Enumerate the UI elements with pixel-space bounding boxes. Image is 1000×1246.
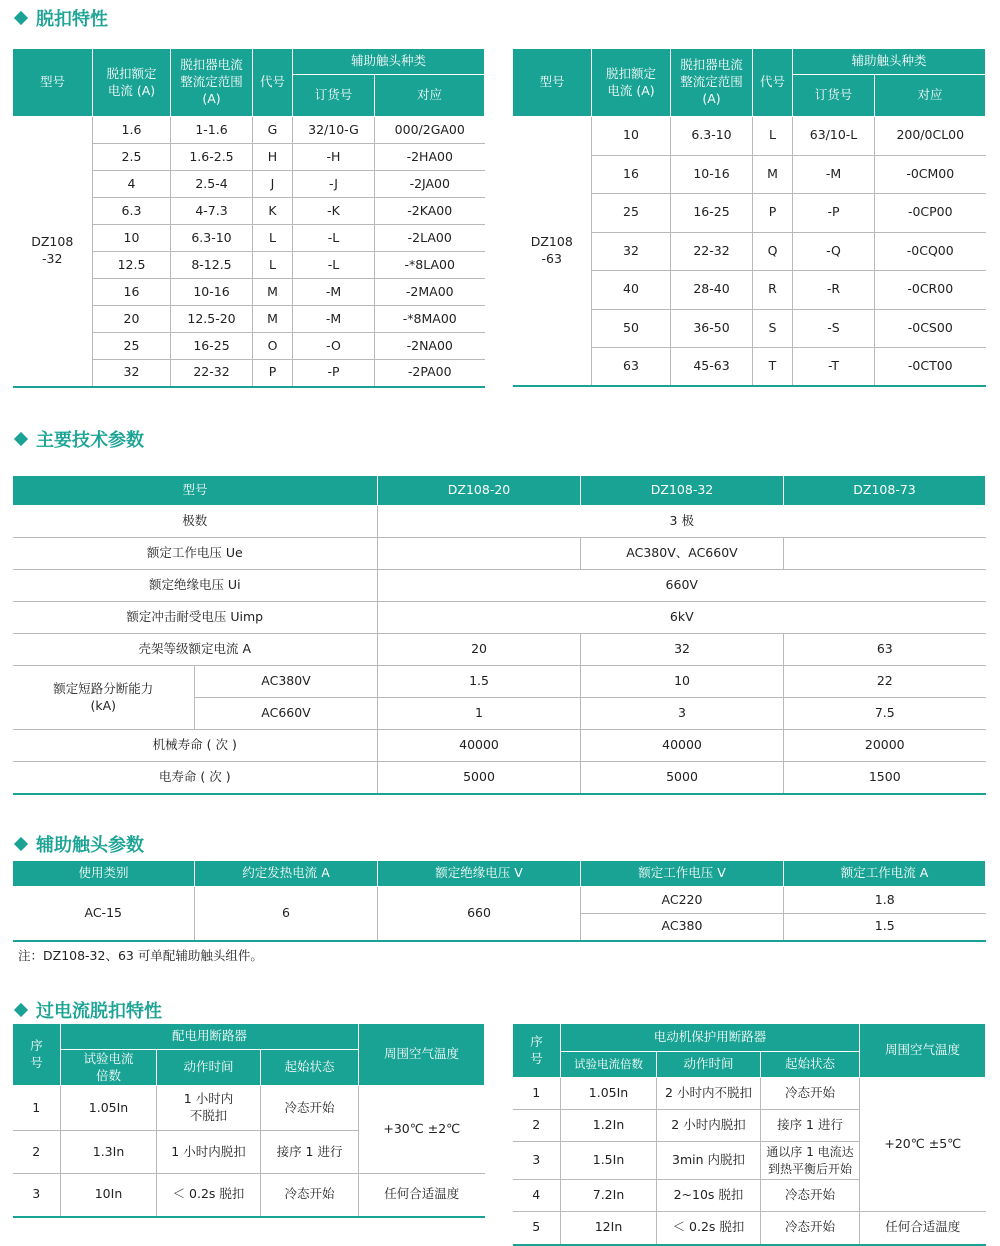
order-no-cell: -M [293, 306, 375, 333]
code-cell: L [253, 252, 293, 279]
elec-life-value: 5000 [581, 762, 784, 794]
header-group: 配电用断路器 [61, 1024, 359, 1050]
header-model: 型号 [13, 49, 93, 117]
test-current-cell: 1.5In [561, 1142, 657, 1180]
uimp-label: 额定冲击耐受电压 Uimp [13, 602, 378, 634]
order-no-cell: -O [293, 333, 375, 360]
correspond-cell: -0CS00 [875, 309, 986, 348]
release-right-body [513, 117, 986, 387]
rated-current-cell: 4 [93, 171, 171, 198]
current-range-cell: 4-7.3 [171, 198, 253, 225]
current-range-cell: 10-16 [171, 279, 253, 306]
header-initial-state: 起始状态 [261, 1050, 359, 1086]
code-cell: J [253, 171, 293, 198]
order-no-cell: -K [293, 198, 375, 225]
table-row [13, 634, 986, 666]
correspond-cell: -2MA00 [375, 279, 485, 306]
current-range-cell: 8-12.5 [171, 252, 253, 279]
current-range-cell: 10-16 [671, 155, 753, 194]
rated-current-cell: 6.3 [93, 198, 171, 225]
ue-dz108-20 [378, 538, 581, 570]
overcurrent-distribution-table [12, 1023, 485, 1218]
sc-value: 3 [581, 698, 784, 730]
diamond-icon [14, 1003, 28, 1017]
correspond-cell: -*8MA00 [375, 306, 485, 333]
tech-header-dz108-73: DZ108-73 [784, 476, 986, 506]
model-cell: DZ108 -63 [513, 117, 592, 387]
correspond-cell: -2KA00 [375, 198, 485, 225]
frame-value: 32 [581, 634, 784, 666]
header-seq: 序号 [513, 1024, 561, 1078]
initial-state-cell: 冷态开始 [761, 1212, 860, 1245]
rated-current-cell: 25 [93, 333, 171, 360]
table-row [513, 117, 986, 156]
rated-current-cell: 10 [592, 117, 671, 156]
correspond-cell: -0CM00 [875, 155, 986, 194]
order-no-cell: -J [293, 171, 375, 198]
uimp-value: 6kV [378, 602, 986, 634]
release-left-body [13, 117, 485, 387]
ui-value: 660V [378, 570, 986, 602]
code-cell: M [253, 306, 293, 333]
seq-cell: 1 [513, 1078, 561, 1110]
header-order-no: 订货号 [793, 75, 875, 117]
code-cell: H [253, 144, 293, 171]
correspond-cell: 200/0CL00 [875, 117, 986, 156]
header-seq: 序号 [13, 1024, 61, 1086]
header-order-no: 订货号 [293, 75, 375, 117]
header-code: 代号 [253, 49, 293, 117]
table-row [13, 538, 986, 570]
code-cell: R [753, 271, 793, 310]
test-current-cell: 12In [561, 1212, 657, 1245]
mech-life-value: 40000 [581, 730, 784, 762]
code-cell: G [253, 117, 293, 144]
header-rated-current: 脱扣额定电流 (A) [93, 49, 171, 117]
table-row [13, 730, 986, 762]
current-range-cell: 1-1.6 [171, 117, 253, 144]
order-no-cell: -P [793, 194, 875, 233]
sc-voltage: AC660V [195, 698, 378, 730]
initial-state-cell: 通以序 1 电流达到热平衡后开始 [761, 1142, 860, 1180]
table-row [13, 570, 986, 602]
order-no-cell: 32/10-G [293, 117, 375, 144]
section-title-aux: 辅助触头参数 [12, 831, 144, 857]
table-row [13, 1174, 485, 1217]
aux-header-ith: 约定发热电流 A [195, 861, 378, 887]
section-title-release: 脱扣特性 [12, 5, 108, 31]
current-range-cell: 16-25 [171, 333, 253, 360]
diamond-icon [14, 837, 28, 851]
tech-params-table [12, 475, 986, 795]
code-cell: S [753, 309, 793, 348]
current-range-cell: 6.3-10 [171, 225, 253, 252]
sc-value: 1.5 [378, 666, 581, 698]
initial-state-cell: 冷态开始 [261, 1086, 359, 1131]
aux-contact-table [12, 860, 986, 942]
table-row [13, 1086, 485, 1131]
aux-header-ui: 额定绝缘电压 V [378, 861, 581, 887]
seq-cell: 4 [513, 1180, 561, 1212]
mech-life-value: 40000 [378, 730, 581, 762]
action-time-cell: 3min 内脱扣 [657, 1142, 761, 1180]
sc-value: 7.5 [784, 698, 986, 730]
order-no-cell: -H [293, 144, 375, 171]
release-table-63 [512, 48, 986, 387]
aux-ie: 1.8 [784, 887, 986, 914]
rated-current-cell: 12.5 [93, 252, 171, 279]
initial-state-cell: 冷态开始 [261, 1174, 359, 1217]
correspond-cell: -2PA00 [375, 360, 485, 387]
header-rated-current: 脱扣额定电流 (A) [592, 49, 671, 117]
correspond-cell: -2NA00 [375, 333, 485, 360]
header-aux-contact-type: 辅助触头种类 [793, 49, 986, 75]
mech-life-value: 20000 [784, 730, 986, 762]
frame-value: 63 [784, 634, 986, 666]
correspond-cell: -0CR00 [875, 271, 986, 310]
tech-header-dz108-20: DZ108-20 [378, 476, 581, 506]
aux-header-category: 使用类别 [13, 861, 195, 887]
frame-value: 20 [378, 634, 581, 666]
header-ambient-temp: 周围空气温度 [359, 1024, 485, 1086]
ue-dz108-73 [784, 538, 986, 570]
table-row [513, 1212, 986, 1245]
model-cell: DZ108 -32 [13, 117, 93, 387]
header-code: 代号 [753, 49, 793, 117]
aux-ith: 6 [195, 887, 378, 941]
rated-current-cell: 25 [592, 194, 671, 233]
code-cell: O [253, 333, 293, 360]
action-time-cell: 1 小时内脱扣 [157, 1131, 261, 1174]
order-no-cell: -Q [793, 232, 875, 271]
elec-life-value: 5000 [378, 762, 581, 794]
correspond-cell: -2LA00 [375, 225, 485, 252]
seq-cell: 5 [513, 1212, 561, 1245]
poles-label: 极数 [13, 506, 378, 538]
ui-label: 额定绝缘电压 Ui [13, 570, 378, 602]
current-range-cell: 1.6-2.5 [171, 144, 253, 171]
initial-state-cell: 接序 1 进行 [761, 1110, 860, 1142]
ue-value: AC380V、AC660V [581, 538, 784, 570]
aux-note: 注：DZ108-32、63 可单配辅助触头组件。 [18, 948, 263, 963]
test-current-cell: 1.05In [561, 1078, 657, 1110]
current-range-cell: 12.5-20 [171, 306, 253, 333]
table-row [13, 117, 485, 144]
header-initial-state: 起始状态 [761, 1052, 860, 1078]
sc-voltage: AC380V [195, 666, 378, 698]
ambient-temp-cell: +20℃ ±5℃ [860, 1078, 986, 1212]
aux-category: AC-15 [13, 887, 195, 941]
aux-header-ie: 额定工作电流 A [784, 861, 986, 887]
sc-value: 1 [378, 698, 581, 730]
current-range-cell: 36-50 [671, 309, 753, 348]
diamond-icon [14, 432, 28, 446]
aux-ie: 1.5 [784, 914, 986, 941]
current-range-cell: 22-32 [671, 232, 753, 271]
initial-state-cell: 冷态开始 [761, 1180, 860, 1212]
diamond-icon [14, 11, 28, 25]
test-current-cell: 1.05In [61, 1086, 157, 1131]
seq-cell: 2 [13, 1131, 61, 1174]
table-row [13, 887, 986, 914]
order-no-cell: -M [793, 155, 875, 194]
test-current-cell: 10In [61, 1174, 157, 1217]
order-no-cell: -M [293, 279, 375, 306]
test-current-cell: 1.3In [61, 1131, 157, 1174]
order-no-cell: -P [293, 360, 375, 387]
initial-state-cell: 冷态开始 [761, 1078, 860, 1110]
ambient-temp-cell: +30℃ ±2℃ [359, 1086, 485, 1174]
test-current-cell: 1.2In [561, 1110, 657, 1142]
poles-value: 3 极 [378, 506, 986, 538]
tech-header-model: 型号 [13, 476, 378, 506]
initial-state-cell: 接序 1 进行 [261, 1131, 359, 1174]
rated-current-cell: 32 [93, 360, 171, 387]
rated-current-cell: 10 [93, 225, 171, 252]
frame-label: 壳架等级额定电流 A [13, 634, 378, 666]
table-row [13, 506, 986, 538]
order-no-cell: -R [793, 271, 875, 310]
header-group: 电动机保护用断路器 [561, 1024, 860, 1052]
code-cell: M [253, 279, 293, 306]
table-row [13, 602, 986, 634]
rated-current-cell: 16 [592, 155, 671, 194]
rated-current-cell: 50 [592, 309, 671, 348]
table-row [13, 666, 986, 698]
action-time-cell: 1 小时内不脱扣 [157, 1086, 261, 1131]
sc-value: 22 [784, 666, 986, 698]
correspond-cell: -0CT00 [875, 348, 986, 387]
rated-current-cell: 16 [93, 279, 171, 306]
section-title-tech: 主要技术参数 [12, 426, 144, 452]
ambient-temp-cell: 任何合适温度 [860, 1212, 986, 1245]
current-range-cell: 22-32 [171, 360, 253, 387]
elec-life-label: 电寿命 ( 次 ) [13, 762, 378, 794]
aux-ue: AC220 [581, 887, 784, 914]
sc-value: 10 [581, 666, 784, 698]
header-aux-contact-type: 辅助触头种类 [293, 49, 485, 75]
header-test-current: 试验电流倍数 [61, 1050, 157, 1086]
code-cell: L [753, 117, 793, 156]
correspond-cell: -0CQ00 [875, 232, 986, 271]
short-circuit-label: 额定短路分断能力 (kA) [13, 666, 195, 730]
header-action-time: 动作时间 [157, 1050, 261, 1086]
overcurrent-motor-table [512, 1023, 986, 1246]
action-time-cell: 2 小时内不脱扣 [657, 1078, 761, 1110]
aux-header-ue: 额定工作电压 V [581, 861, 784, 887]
action-time-cell: 2~10s 脱扣 [657, 1180, 761, 1212]
current-range-cell: 2.5-4 [171, 171, 253, 198]
correspond-cell: -0CP00 [875, 194, 986, 233]
code-cell: Q [753, 232, 793, 271]
aux-ui: 660 [378, 887, 581, 941]
test-current-cell: 7.2In [561, 1180, 657, 1212]
header-correspond: 对应 [375, 75, 485, 117]
header-correspond: 对应 [875, 75, 986, 117]
code-cell: T [753, 348, 793, 387]
action-time-cell: ＜ 0.2s 脱扣 [157, 1174, 261, 1217]
action-time-cell: ＜ 0.2s 脱扣 [657, 1212, 761, 1245]
mech-life-label: 机械寿命 ( 次 ) [13, 730, 378, 762]
rated-current-cell: 32 [592, 232, 671, 271]
code-cell: P [753, 194, 793, 233]
rated-current-cell: 2.5 [93, 144, 171, 171]
current-range-cell: 16-25 [671, 194, 753, 233]
seq-cell: 1 [13, 1086, 61, 1131]
seq-cell: 2 [513, 1110, 561, 1142]
header-current-range: 脱扣器电流整流定范围 (A) [171, 49, 253, 117]
code-cell: P [253, 360, 293, 387]
table-row [513, 1078, 986, 1110]
rated-current-cell: 40 [592, 271, 671, 310]
correspond-cell: -2HA00 [375, 144, 485, 171]
header-ambient-temp: 周围空气温度 [860, 1024, 986, 1078]
release-table-32 [12, 48, 485, 388]
current-range-cell: 28-40 [671, 271, 753, 310]
code-cell: M [753, 155, 793, 194]
tech-header-dz108-32: DZ108-32 [581, 476, 784, 506]
code-cell: L [253, 225, 293, 252]
ambient-temp-cell: 任何合适温度 [359, 1174, 485, 1217]
order-no-cell: -L [293, 252, 375, 279]
current-range-cell: 6.3-10 [671, 117, 753, 156]
code-cell: K [253, 198, 293, 225]
table-row [13, 762, 986, 794]
aux-ue: AC380 [581, 914, 784, 941]
section-title-overcurrent: 过电流脱扣特性 [12, 997, 162, 1023]
rated-current-cell: 1.6 [93, 117, 171, 144]
order-no-cell: -L [293, 225, 375, 252]
correspond-cell: 000/2GA00 [375, 117, 485, 144]
order-no-cell: -T [793, 348, 875, 387]
action-time-cell: 2 小时内脱扣 [657, 1110, 761, 1142]
correspond-cell: -*8LA00 [375, 252, 485, 279]
header-test-current: 试验电流倍数 [561, 1052, 657, 1078]
order-no-cell: 63/10-L [793, 117, 875, 156]
ue-label: 额定工作电压 Ue [13, 538, 378, 570]
order-no-cell: -S [793, 309, 875, 348]
elec-life-value: 1500 [784, 762, 986, 794]
seq-cell: 3 [13, 1174, 61, 1217]
header-current-range: 脱扣器电流整流定范围 (A) [671, 49, 753, 117]
rated-current-cell: 20 [93, 306, 171, 333]
rated-current-cell: 63 [592, 348, 671, 387]
header-action-time: 动作时间 [657, 1052, 761, 1078]
current-range-cell: 45-63 [671, 348, 753, 387]
seq-cell: 3 [513, 1142, 561, 1180]
correspond-cell: -2JA00 [375, 171, 485, 198]
header-model: 型号 [513, 49, 592, 117]
